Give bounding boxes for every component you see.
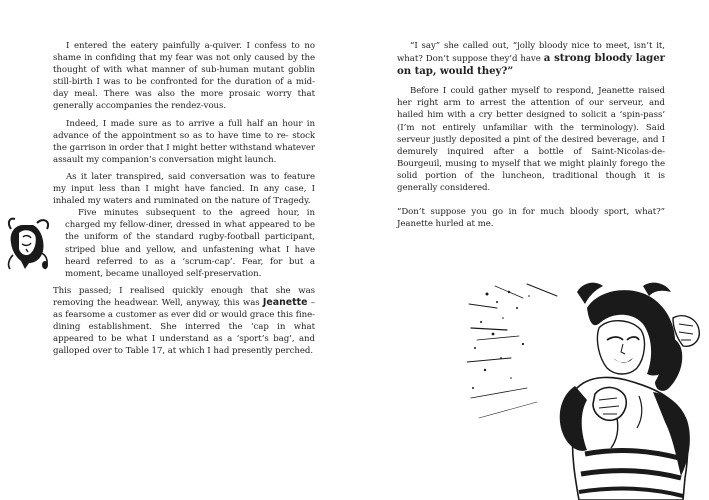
paragraph-text: This passed; I realised quickly enough that she was removing the headwear. Well, anyway, this was	[53, 285, 315, 308]
paragraph: As it later transpired, said conversation was to feature my input less than I might have fancied. In any case, I inhaled my waters and ruminated on the nature of Tragedy.	[53, 171, 315, 207]
name-jeanette: Jeanette	[262, 296, 308, 308]
paragraph-text: “I say” she called out, “jolly bloody nice to meet, isn’t it, what? Don’t suppose they’d have	[397, 41, 665, 65]
left-page	[0, 0, 354, 500]
rugby-woman-sketch-icon	[467, 278, 709, 500]
paragraph: I entered the eatery painfully a-quiver. I confess to no shame in confiding that my fear was not only caused by the thought of with what manner of sub-human mutant goblin still-birth I was to be confronted for the duration of a mid-day meal. There was also the more prosaic worry that generally accompanies the rendez-vous.	[53, 41, 315, 112]
paragraph-text: – as fearsome a customer as ever did or would grace this fine-dining establishment. She interred the ‘cap in what appeared to be what I understand as a ‘sport’s bag’, and galloped over to Table 17, at which I had presently perched.	[53, 297, 315, 357]
right-page	[354, 0, 709, 500]
paragraph: Before I could gather myself to respond, Jeanette raised her right arm to arrest the attention of our serveur, and hailed him with a cry better designed to solicit a ‘spin-pass’ (I’m not entirely unfamiliar with the terminology). Said serveur justly deposited a pint of the desired beverage, and I demurely inquired after a bottle of Saint-Nicolas-de-Bourgeuil, musing to myself that we might plainly forego the solid portion of the luncheon, traditional though it is generally considered.	[397, 86, 665, 194]
paragraph: Indeed, I made sure as to arrive a full half an hour in advance of the appointment so as to have time to re- stock the garrison in order that I might better withstand whatever assault my companion’s conversation might launch.	[53, 118, 315, 165]
right-page-text	[397, 40, 665, 230]
left-page-text	[53, 40, 315, 357]
paragraph	[53, 285, 315, 358]
paragraph: “Don’t suppose you go in for much bloody sport, what?” Jeanette hurled at me.	[397, 207, 665, 230]
wrapped-paragraph	[53, 207, 315, 280]
emphasis-lager: a strong bloody lager on tap, would they?”	[397, 52, 665, 78]
scrum-cap-head-sketch-icon	[1, 211, 61, 273]
paragraph	[397, 40, 665, 78]
paragraph: Five minutes subsequent to the agreed hour, in charged my fellow-diner, dressed in what appeared to be the uniform of the standard rugby-football participant, striped blue and yellow, and unfastening what I have heard referred to as a ‘scrum-cap’. Fear, for but a moment, became unalloyed self-preservation.	[65, 208, 315, 279]
